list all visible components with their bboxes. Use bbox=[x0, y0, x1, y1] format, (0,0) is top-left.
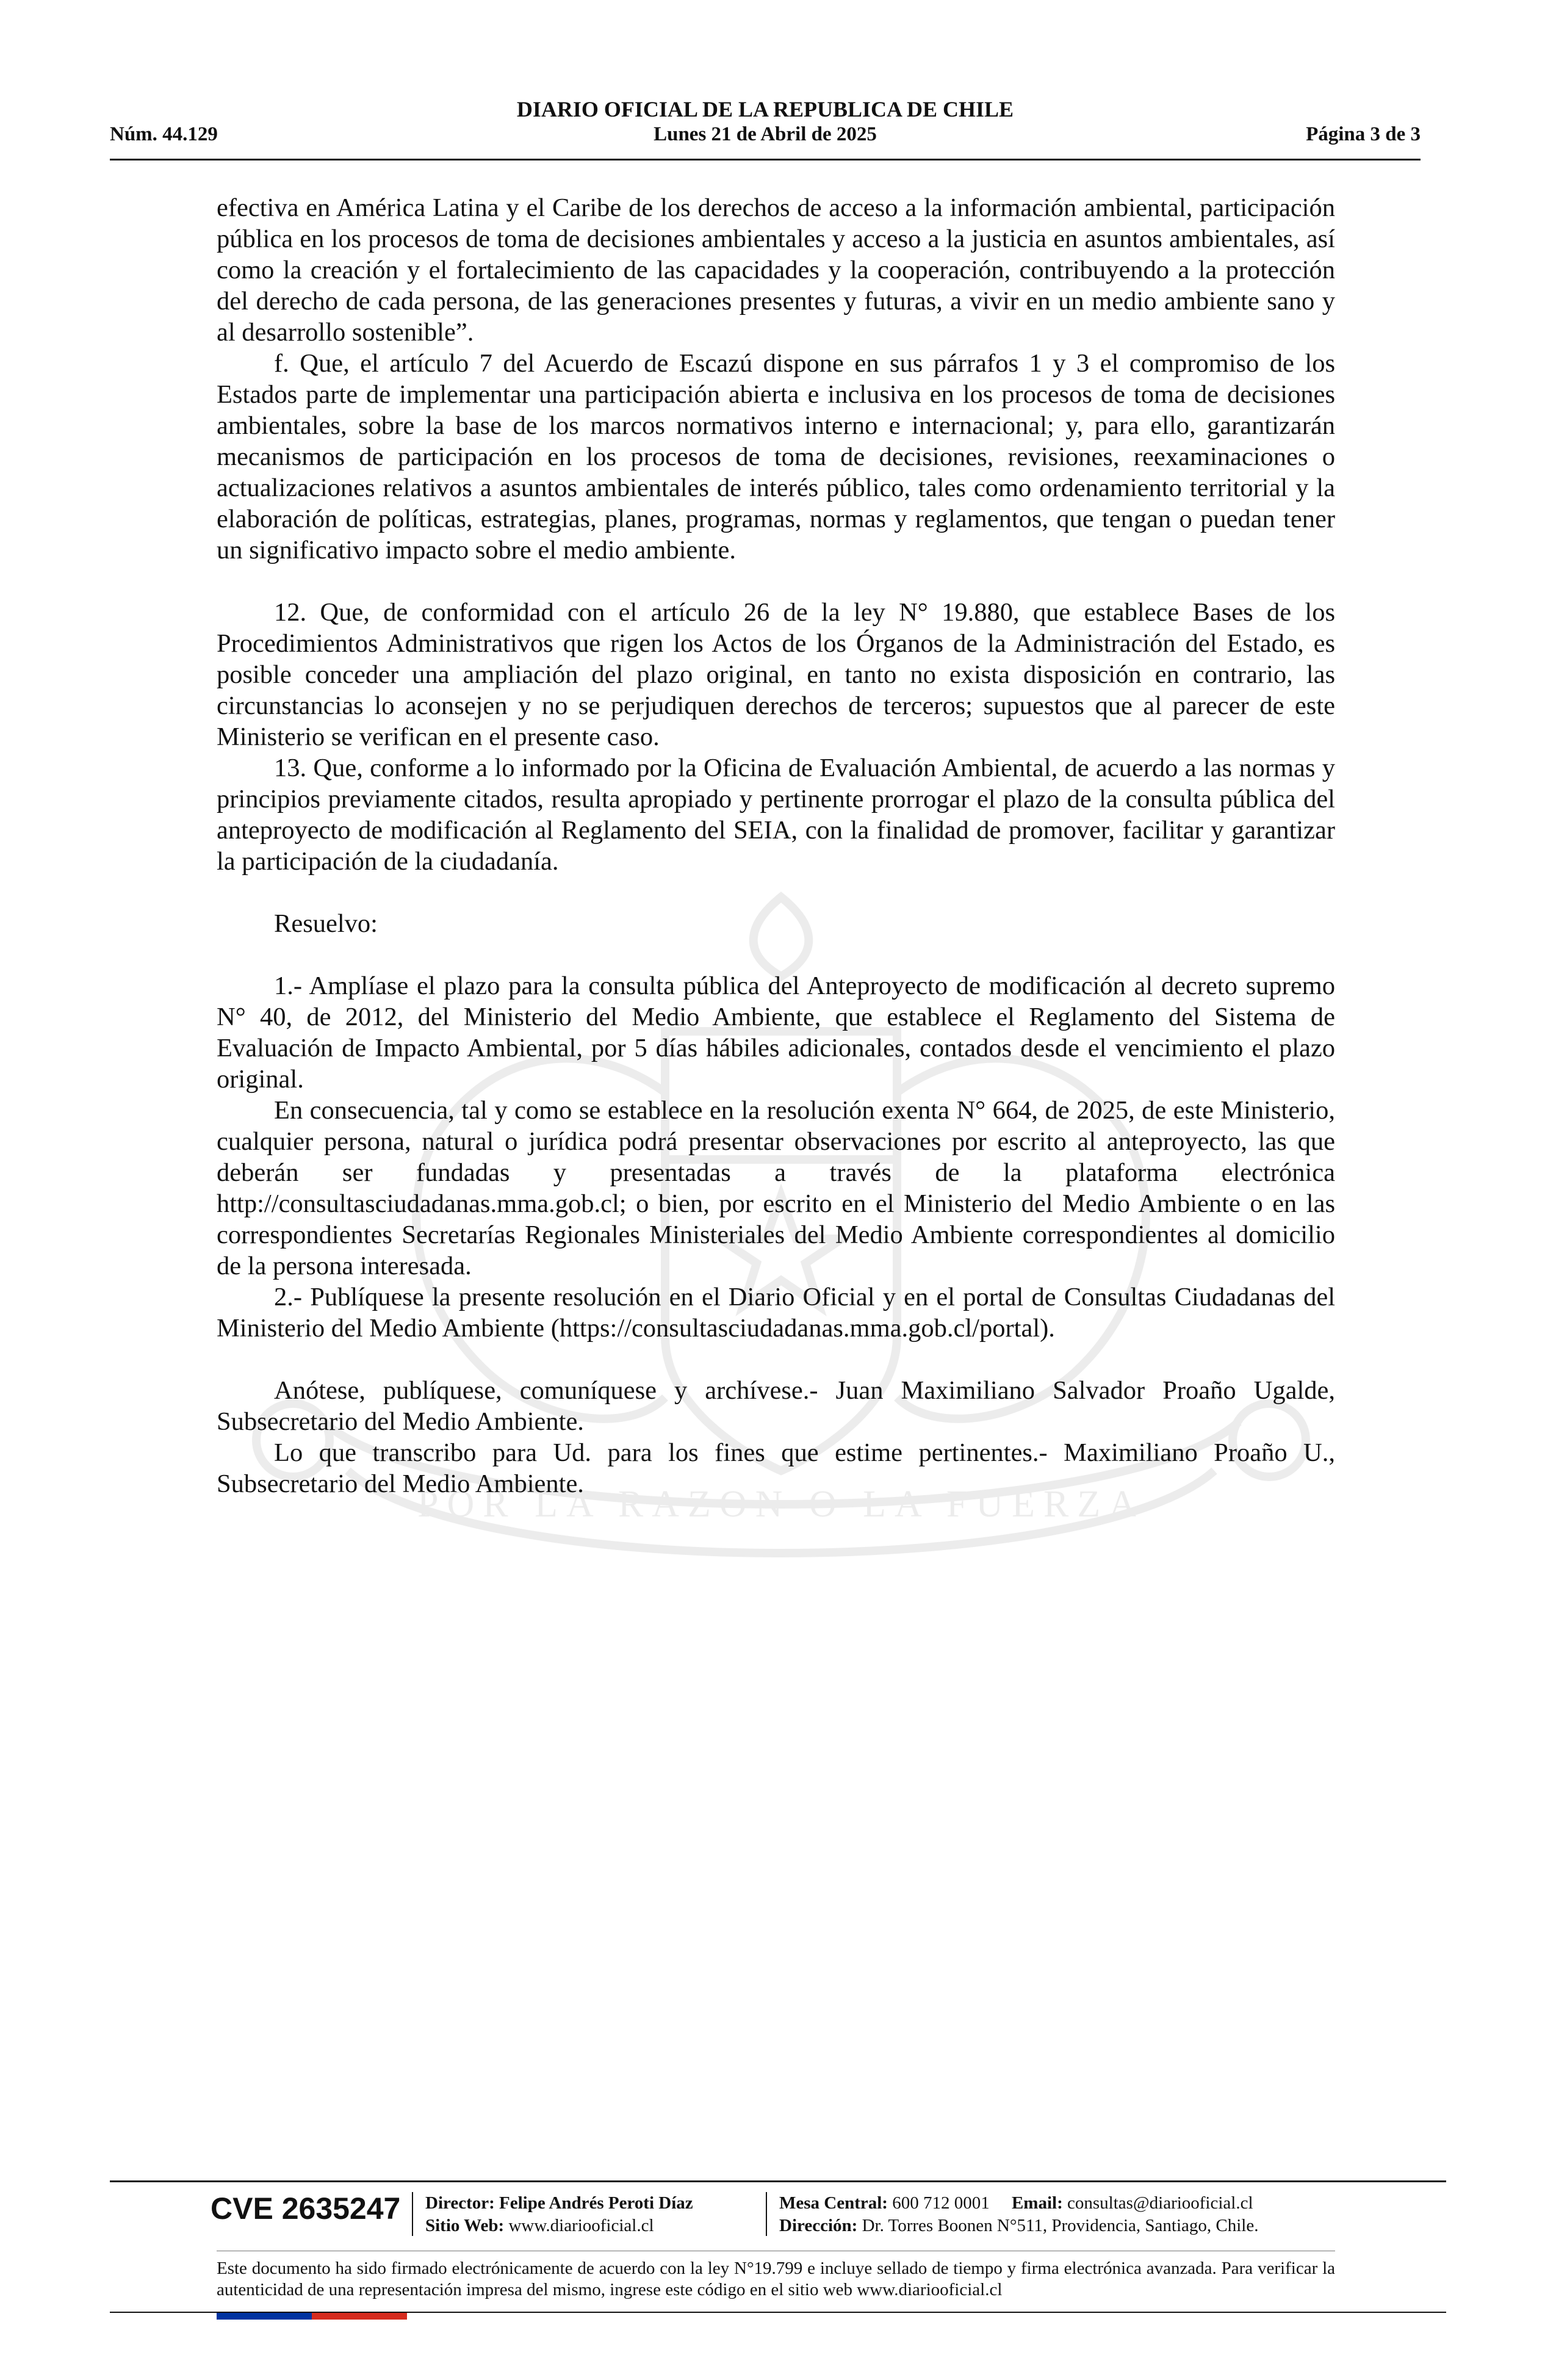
paragraph-13: 13. Que, conforme a lo informado por la Oficina de Evaluación Ambiental, de acuerdo a las normas y principios previamente citados, resulta apropiado y pertinente prorrogar el plazo de la consulta pública del anteproyecto de modificación al Reglamento del SEIA, con la finalidad de promover, facilitar y garantizar la participación de la ciudadanía. bbox=[217, 754, 1335, 876]
footer-separator bbox=[766, 2192, 767, 2236]
address-label: Dirección: bbox=[779, 2216, 858, 2235]
flag-red-segment bbox=[312, 2313, 407, 2320]
footer-contact-block bbox=[779, 2192, 1258, 2237]
transcription-note: Lo que transcribo para Ud. para los fines que estime pertinentes.- Maximiliano Proaño U., Subsecretario del Medio Ambiente. bbox=[217, 1438, 1335, 1498]
resolution-item-1: 1.- Amplíase el plazo para la consulta pública del Anteproyecto de modificación al decreto supremo N° 40, de 2012, del Ministerio del Medio Ambiente, que establece el Reglamento del Sistema de Evaluación de Impacto Ambiental, por 5 días hábiles adicionales, contados desde el vencimiento el plazo original. bbox=[217, 972, 1335, 1094]
cve-code: CVE 2635247 bbox=[211, 2191, 401, 2226]
paragraph-escazu-objective: efectiva en América Latina y el Caribe de los derechos de acceso a la información ambiental, participación pública en los procesos de toma de decisiones ambientales y acceso a la justicia en asuntos ambientales, así como la creación y el fortalecimiento de las capacidades y la cooperación, contribuyendo a la protección del derecho de cada persona, de las generaciones presentes y futuras, a vivir en un medio ambiente sano y al desarrollo sostenible”. bbox=[217, 193, 1335, 347]
email-label: Email: bbox=[1011, 2193, 1063, 2213]
issue-number: Núm. 44.129 bbox=[110, 123, 218, 145]
page-indicator: Página 3 de 3 bbox=[1306, 123, 1421, 145]
footer-separator bbox=[412, 2192, 413, 2236]
closing-formula: Anótese, publíquese, comuníquese y archívese.- Juan Maximiliano Salvador Proaño Ugalde, Subsecretario del Medio Ambiente. bbox=[217, 1376, 1335, 1436]
website-link[interactable]: www.diariooficial.cl bbox=[508, 2216, 654, 2235]
address-text: Dr. Torres Boonen N°511, Providencia, Santiago, Chile. bbox=[862, 2216, 1259, 2235]
director-name: Felipe Andrés Peroti Díaz bbox=[499, 2193, 693, 2213]
footer-legal-notice: Este documento ha sido firmado electrónicamente de acuerdo con la ley N°19.799 e incluye sellado de tiempo y firma electrónica avanzada. Para verificar la autenticidad de una representación impresa del mismo, ingrese este código en el sitio web www.diariooficial.cl bbox=[217, 2259, 1335, 2299]
resuelvo-heading: Resuelvo: bbox=[274, 909, 378, 938]
footer-director-block bbox=[425, 2192, 693, 2237]
footer-top-rule bbox=[110, 2180, 1446, 2182]
watermark-motto: POR LA RAZON O LA FUERZA bbox=[417, 1484, 1145, 1525]
director-label: Director: bbox=[425, 2193, 495, 2213]
phone-number: 600 712 0001 bbox=[892, 2193, 990, 2213]
document-body bbox=[217, 192, 1335, 1499]
flag-color-bar bbox=[217, 2313, 407, 2320]
website-label: Sitio Web: bbox=[425, 2216, 505, 2235]
email-link[interactable]: consultas@diariooficial.cl bbox=[1067, 2193, 1253, 2213]
newspaper-title: DIARIO OFICIAL DE LA REPUBLICA DE CHILE bbox=[516, 97, 1014, 121]
page-header bbox=[110, 92, 1421, 160]
paragraph-consequence: En consecuencia, tal y como se establece en la resolución exenta N° 664, de 2025, de este Ministerio, cualquier persona, natural o jurídica podrá presentar observaciones por escrito al anteproyecto, las que deberán ser fundadas y presentadas a través de la plataforma electrónica http://consultasciudadanas.mma.gob.cl; o bien, por escrito en el Ministerio del Medio Ambiente o en las correspondientes Secretarías Regionales Ministeriales del Medio Ambiente correspondientes al domicilio de la persona interesada. bbox=[217, 1096, 1335, 1280]
phone-label: Mesa Central: bbox=[779, 2193, 888, 2213]
paragraph-f-article-7: f. Que, el artículo 7 del Acuerdo de Escazú dispone en sus párrafos 1 y 3 el compromiso de los Estados parte de implementar una participación abierta e inclusiva en los procesos de toma de decisiones ambientales, sobre la base de los marcos normativos interno e internacional; y, para ello, garantizarán mecanismos de participación en los procesos de toma de decisiones, revisiones, reexaminaciones o actualizaciones relativos a asuntos ambientales de interés público, tales como ordenamiento territorial y la elaboración de políticas, estrategias, planes, programas, normas y reglamentos, que tengan o puedan tener un significativo impacto sobre el medio ambiente. bbox=[217, 349, 1335, 564]
flag-blue-segment bbox=[217, 2313, 312, 2320]
resolution-item-2: 2.- Publíquese la presente resolución en el Diario Oficial y en el portal de Consultas Ciudadanas del Ministerio del Medio Ambiente (https://consultasciudadanas.mma.gob.cl/portal). bbox=[217, 1283, 1335, 1343]
paragraph-12: 12. Que, de conformidad con el artículo 26 de la ley N° 19.880, que establece Bases de los Procedimientos Administrativos que rigen los Actos de los Órganos de la Administración del Estado, es posible conceder una ampliación del plazo original, en tanto no exista disposición en contrario, las circunstancias lo aconsejen y no se perjudiquen derechos de terceros; supuestos que al parecer de este Ministerio se verifican en el presente caso. bbox=[217, 598, 1335, 751]
issue-date: Lunes 21 de Abril de 2025 bbox=[654, 123, 877, 145]
